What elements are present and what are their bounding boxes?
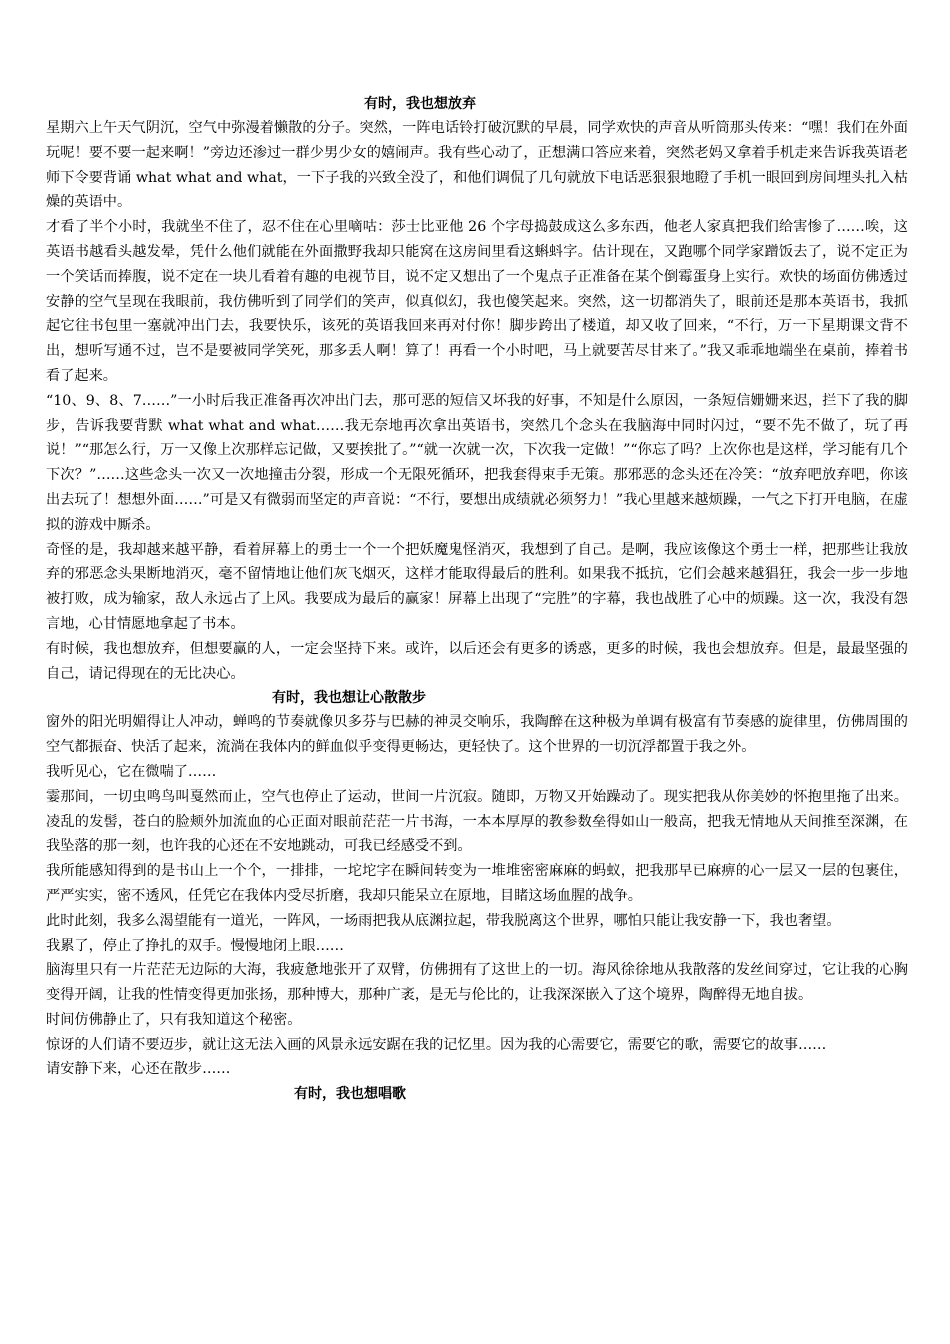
- paragraph: 时间仿佛静止了，只有我知道这个秘密。: [46, 1011, 302, 1028]
- paragraph: 星期六上午天气阴沉，空气中弥漫着懒散的分子。突然，一阵电话铃打破沉默的早晨，同学欢快的声音从听筒那头传来：“嘿！我们在外面玩呢！要不要一起来啊！”旁边还渗过一群少男少女的嬉闹声。我有些心动了，正想满口答应来着，突然老妈又拿着手机走来告诉我英语老师下令要背诵 what what and what，一下子我的兴致全没了，和他们调侃了几句就放下电话恶狠狠地瞪了手机一眼回到房间埋头扎入枯燥的英语中。: [46, 120, 908, 211]
- paragraph: 此时此刻，我多么渴望能有一道光，一阵风，一场雨把我从底渊拉起，带我脱离这个世界，哪怕只能让我安静一下，我也奢望。: [46, 912, 841, 929]
- paragraph: 窗外的阳光明媚得让人冲动，蝉鸣的节奏就像贝多芬与巴赫的神灵交响乐，我陶醉在这种极为单调有极富有节奏感的旋律里，仿佛周围的空气都振奋、快活了起来，流淌在我体内的鲜血似乎变得更畅达，更轻快了。这个世界的一切沉浮都置于我之外。: [46, 714, 908, 756]
- section-title-heart-walk: 有时，我也想让心散散步: [272, 690, 426, 707]
- paragraph: 有时候，我也想放弃，但想要赢的人，一定会坚持下来。或许，以后还会有更多的诱惑，更多的时候，我也会想放弃。但是，最最坚强的自己，请记得现在的无比决心。: [46, 640, 908, 682]
- paragraph: 我听见心，它在微喘了……: [46, 763, 217, 780]
- paragraph: 我所能感知得到的是书山上一个个，一排排，一坨坨字在瞬间转变为一堆堆密密麻麻的蚂蚁，把我那早已麻痹的心一层又一层的包裹住，严严实实，密不透风，任凭它在我体内受尽折磨，我却只能呆立在原地，目睹这场血腥的战争。: [46, 863, 908, 904]
- paragraph: “10、9、8、7……”一小时后我正准备再次冲出门去，那可恶的短信又坏我的好事，不知是什么原因，一条短信姗姗来迟，拦下了我的脚步，告诉我要背默 what what and what……我无奈地再次拿出英语书，突然几个念头在我脑海中同时闪过，“要不先不做了，玩了再说！”“那怎么行，万一又像上次那样忘记做，又要挨批了。”“就一次就一次，下次我一定做！”“你忘了吗？上次你也是这样，学习能有几个下次？”……这些念头一次又一次地撞击分裂，形成一个无限死循环，把我套得束手无策。那邪恶的念头还在冷笑：“放弃吧放弃吧，你该出去玩了！想想外面……”可是又有微弱而坚定的声音说：“不行，要想出成绩就必须努力！”我心里越来越烦躁，一气之下打开电脑，在虚拟的游戏中厮杀。: [46, 392, 908, 533]
- document-body: [46, 92, 908, 1106]
- paragraph: 霎那间，一切虫鸣鸟叫戛然而止，空气也停止了运动，世间一片沉寂。随即，万物又开始躁动了。现实把我从你美妙的怀抱里拖了出来。凌乱的发髻，苍白的脸颊外加流血的心正面对眼前茫茫一片书海，一本本厚厚的教参数垒得如山一般高，把我无情地从天间推至深渊，在我坠落的那一刻，也许我的心还在不安地跳动，可我已经感受不到。: [46, 788, 908, 855]
- paragraph: 奇怪的是，我却越来越平静，看着屏幕上的勇士一个一个把妖魔鬼怪消灭，我想到了自己。是啊，我应该像这个勇士一样，把那些让我放弃的邪恶念头果断地消灭，毫不留情地让他们灰飞烟灭，这样才能取得最后的胜利。如果我不抵抗，它们会越来越猖狂，我会一步一步地被打败，成为输家，敌人永远占了上风。我要成为最后的赢家！屏幕上出现了“完胜”的字幕，我也战胜了心中的烦躁。这一次，我没有怨言地，心甘情愿地拿起了书本。: [46, 541, 908, 632]
- paragraph: 请安静下来，心还在散步……: [46, 1061, 231, 1078]
- paragraph: 我累了，停止了挣扎的双手。慢慢地闭上眼……: [46, 937, 344, 954]
- paragraph: 脑海里只有一片茫茫无边际的大海，我疲惫地张开了双臂，仿佛拥有了这世上的一切。海风徐徐地从我散落的发丝间穿过，它让我的心胸变得开阔，让我的性情变得更加张扬，那种博大，那种广袤，是无与伦比的，让我深深嵌入了这个境界，陶醉得无地自拔。: [46, 962, 908, 1004]
- paragraph: 惊讶的人们请不要迈步，就让这无法入画的风景永远安踞在我的记忆里。因为我的心需要它，需要它的歌，需要它的故事……: [46, 1036, 827, 1053]
- section-title-sing: 有时，我也想唱歌: [294, 1086, 406, 1103]
- section-title-give-up: 有时，我也想放弃: [364, 96, 476, 112]
- paragraph: 才看了半个小时，我就坐不住了，忍不住在心里嘀咕：莎士比亚他 26 个字母捣鼓成这么多东西，他老人家真把我们给害惨了……唉，这英语书越看头越发晕，凭什么他们就能在外面撒野我却只能窝在这房间里看这蝌蚪字。估计现在，又跑哪个同学家蹭饭去了，说不定正为一个笑话而捧腹，说不定在一块儿看着有趣的电视节目，说不定又想出了一个鬼点子正准备在某个倒霉蛋身上实行。欢快的场面仿佛透过安静的空气呈现在我眼前，我仿佛听到了同学们的笑声，似真似幻，我也傻笑起来。突然，这一切都消失了，眼前还是那本英语书，我抓起它往书包里一塞就冲出门去，我要快乐，该死的英语我回来再对付你！脚步跨出了楼道，却又收了回来，“不行，万一下星期课文背不出，想听写通不过，岂不是要被同学笑死，那多丢人啊！算了！再看一个小时吧，马上就要苦尽甘来了。”我又乖乖地端坐在桌前，捧着书看了起来。: [46, 219, 908, 384]
